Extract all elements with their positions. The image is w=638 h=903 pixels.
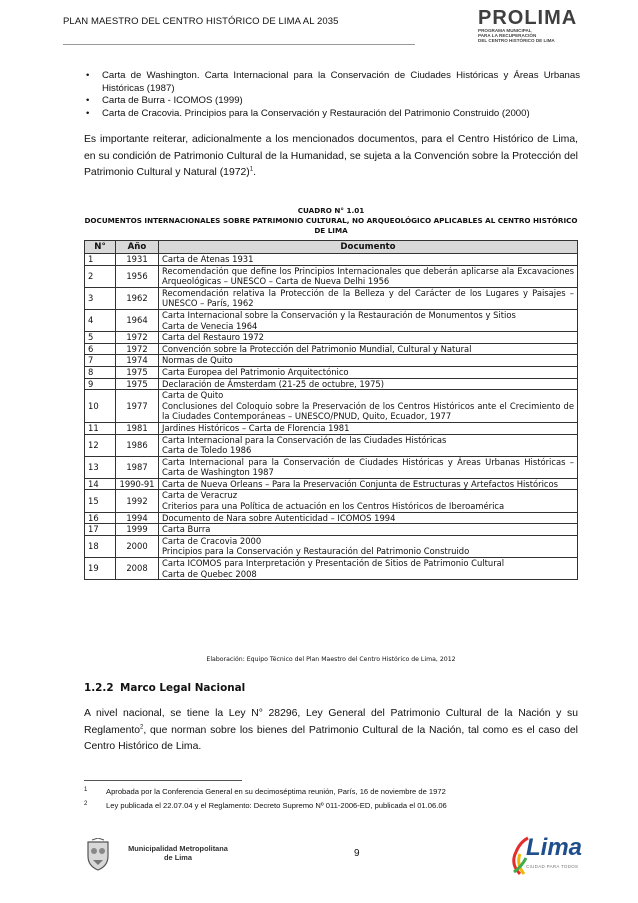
header-title: PLAN MAESTRO DEL CENTRO HISTÓRICO DE LIMA AL 2035 [63, 16, 339, 27]
footnote-ref: 2 [140, 724, 144, 731]
row-document [159, 535, 578, 557]
document-line: Jardines Históricos – Carta de Florencia 1981 [162, 422, 350, 433]
row-document [159, 332, 578, 344]
table-row [85, 558, 578, 580]
table-caption [84, 206, 578, 236]
table-row [85, 254, 578, 266]
row-document [159, 378, 578, 390]
row-document [159, 366, 578, 378]
row-year: 1994 [116, 512, 159, 524]
document-line: Carta del Restauro 1972 [162, 332, 264, 343]
document-line: Carta Internacional para la Conservación de Ciudades Históricas y Áreas Urbanas Históricas – Carta de Washington 1987 [162, 456, 574, 478]
footnote-text: Aprobada por la Conferencia General en su decimoséptima reunión, París, 16 de noviembre de 1972 [106, 787, 446, 796]
row-number: 16 [85, 512, 116, 524]
prolima-logo-sub-1: PROGRAMA MUNICIPAL [478, 28, 532, 33]
row-number: 1 [85, 254, 116, 266]
row-number: 5 [85, 332, 116, 344]
row-document [159, 490, 578, 512]
row-number: 8 [85, 366, 116, 378]
table-title: DOCUMENTOS INTERNACIONALES SOBRE PATRIMONIO CULTURAL, NO ARQUEOLÓGICO APLICABLES AL CENTRO HISTÓRICO DE LIMA [84, 216, 578, 235]
document-line: Conclusiones del Coloquio sobre la Preservación de los Centros Históricos ante el Crecimiento de la Ciudades Contemporáneas – UNESCO/PNUD, Quito, Ecuador, 1977 [162, 400, 574, 422]
row-number: 11 [85, 422, 116, 434]
document-line: Principios para la Conservación y Restauración del Patrimonio Construido [162, 546, 470, 557]
table-row [85, 309, 578, 331]
municipality-line-1: Municipalidad Metropolitana [128, 844, 228, 853]
row-number: 6 [85, 343, 116, 355]
row-document [159, 422, 578, 434]
footnote-rule [84, 780, 242, 781]
row-number: 15 [85, 490, 116, 512]
row-number: 14 [85, 478, 116, 490]
row-document [159, 456, 578, 478]
paragraph-convention [84, 132, 578, 182]
row-year: 1956 [116, 265, 159, 287]
row-document [159, 512, 578, 524]
row-document [159, 254, 578, 266]
document-line: Carta de Atenas 1931 [162, 254, 254, 264]
municipality-logo [84, 838, 254, 878]
document-line: Carta Internacional para la Conservación de las Ciudades Históricas [162, 434, 447, 445]
table-row [85, 524, 578, 536]
document-line: Carta de Toledo 1986 [162, 445, 252, 456]
row-number: 7 [85, 355, 116, 367]
row-document [159, 265, 578, 287]
row-number: 18 [85, 535, 116, 557]
document-line: Documento de Nara sobre Autenticidad – ICOMOS 1994 [162, 512, 396, 523]
prolima-logo [478, 8, 578, 44]
row-year: 1975 [116, 366, 159, 378]
row-year: 1962 [116, 287, 159, 309]
table-row [85, 422, 578, 434]
footnote-number: 1 [84, 787, 88, 793]
table-row [85, 512, 578, 524]
paragraph-legal [84, 706, 578, 756]
cuadro-number: CUADRO N° 1.01 [297, 206, 365, 215]
row-number: 17 [85, 524, 116, 536]
row-year: 1972 [116, 332, 159, 344]
document-line: Recomendación relativa la Protección de la Belleza y del Carácter de los Lugares y Paisajes – UNESCO – París, 1962 [162, 287, 574, 309]
prolima-logo-name: PROLIMA [478, 7, 578, 29]
row-number: 13 [85, 456, 116, 478]
row-year: 1974 [116, 355, 159, 367]
row-year: 1964 [116, 309, 159, 331]
document-line: Carta Europea del Patrimonio Arquitectónico [162, 366, 349, 377]
document-line: Carta Internacional sobre la Conservación y la Restauración de Monumentos y Sitios [162, 309, 516, 320]
document-line: Carta de Quito [162, 390, 224, 401]
prolima-logo-sub-3: DEL CENTRO HISTÓRICO DE LIMA [478, 38, 555, 44]
document-line: Carta de Quebec 2008 [162, 568, 257, 579]
documents-table [84, 240, 578, 580]
document-line: Carta ICOMOS para Interpretación y Presentación de Sitios de Patrimonio Cultural [162, 558, 505, 569]
row-document [159, 287, 578, 309]
table-row [85, 355, 578, 367]
paragraph-end: . [253, 167, 256, 178]
row-number: 12 [85, 434, 116, 456]
row-year: 1931 [116, 254, 159, 266]
column-header-document: Documento [159, 241, 578, 254]
row-year: 1977 [116, 390, 159, 423]
lima-logo-word: Lima [526, 834, 583, 861]
row-document [159, 343, 578, 355]
table-row [85, 390, 578, 423]
document-line: Carta de Cracovia 2000 [162, 535, 262, 546]
table-row [85, 478, 578, 490]
paragraph-text: A nivel nacional, se tiene la Ley N° 28296, Ley General del Patrimonio Cultural de la Nación y su Reglamento [84, 708, 578, 736]
table-header-row [85, 241, 578, 254]
row-year: 1972 [116, 343, 159, 355]
table-row [85, 366, 578, 378]
coat-of-arms-icon [84, 838, 112, 872]
prolima-logo-sub-2: PARA LA RECUPERACIÓN [478, 33, 537, 39]
row-document [159, 524, 578, 536]
table-row [85, 434, 578, 456]
row-number: 4 [85, 309, 116, 331]
row-year: 1987 [116, 456, 159, 478]
column-header-year: Año [116, 241, 159, 254]
document-line: Carta de Veracruz [162, 490, 238, 501]
bullet-list [84, 70, 580, 120]
table-row [85, 287, 578, 309]
table-row [85, 332, 578, 344]
table-row [85, 535, 578, 557]
municipality-name [118, 844, 238, 862]
row-year: 2000 [116, 535, 159, 557]
lima-logo [510, 832, 583, 882]
row-number: 10 [85, 390, 116, 423]
lima-logo-sub: CIUDAD PARA TODOS [526, 864, 579, 869]
page-number: 9 [354, 848, 360, 859]
paragraph-text: Es importante reiterar, adicionalmente a los mencionados documentos, para el Centro Histórico de Lima, en su condición de Patrimonio Cultural de la Humanidad, se sujeta a la Convención sobre la Protección del Patrimonio Cultural y Natural (1972) [84, 134, 578, 178]
row-document [159, 390, 578, 423]
list-item: • Carta de Burra - ICOMOS (1999) [84, 95, 580, 108]
row-number: 2 [85, 265, 116, 287]
table-row [85, 265, 578, 287]
table-row [85, 490, 578, 512]
row-document [159, 355, 578, 367]
list-item: • Carta de Cracovia. Principios para la Conservación y Restauración del Patrimonio Construido (2000) [84, 108, 580, 121]
table-credit: Elaboración: Equipo Técnico del Plan Maestro del Centro Histórico de Lima, 2012 [206, 656, 456, 663]
document-line: Normas de Quito [162, 355, 233, 366]
row-year: 1975 [116, 378, 159, 390]
row-year: 2008 [116, 558, 159, 580]
row-number: 19 [85, 558, 116, 580]
footnote-ref: 1 [249, 166, 254, 173]
paragraph-text-end: , que norman sobre los bienes del Patrimonio Cultural de la Nación, tal como es el caso del Centro Histórico de Lima. [84, 724, 578, 752]
document-line: Carta de Venecia 1964 [162, 320, 258, 331]
section-number: 1.2.2 [84, 682, 114, 694]
document-line: Convención sobre la Protección del Patrimonio Mundial, Cultural y Natural [162, 343, 472, 354]
row-document [159, 478, 578, 490]
document-line: Declaración de Ámsterdam (21-25 de octubre, 1975) [162, 378, 384, 389]
row-number: 3 [85, 287, 116, 309]
row-document [159, 309, 578, 331]
column-header-number: N° [85, 241, 116, 254]
list-item: • Carta de Washington. Carta Internacional para la Conservación de Ciudades Históricas y Áreas Urbanas Históricas (1987) [84, 70, 580, 95]
document-line: Carta de Nueva Orleans – Para la Preservación Conjunta de Estructuras y Artefactos Históricos [162, 478, 559, 489]
footnote-text: Ley publicada el 22.07.04 y el Reglamento: Decreto Supremo Nº 011-2006-ED, publicada el 01.06.06 [106, 801, 447, 810]
row-document [159, 558, 578, 580]
row-year: 1992 [116, 490, 159, 512]
row-number: 9 [85, 378, 116, 390]
row-document [159, 434, 578, 456]
row-year: 1986 [116, 434, 159, 456]
row-year: 1981 [116, 422, 159, 434]
document-line: Criterios para una Política de actuación en los Centros Históricos de Iberoamérica [162, 501, 505, 512]
table-row [85, 343, 578, 355]
section-title: Marco Legal Nacional [120, 682, 246, 694]
row-year: 1990-91 [116, 478, 159, 490]
document-line: Recomendación que define los Principios Internacionales que deberán aplicarse ala Excavaciones Arqueológicas – UNESCO – Carta de Nueva Delhi 1956 [162, 265, 574, 287]
row-year: 1999 [116, 524, 159, 536]
document-line: Carta Burra [162, 524, 211, 535]
header-rule [63, 44, 415, 45]
table-row [85, 378, 578, 390]
table-row [85, 456, 578, 478]
footnote-number: 2 [84, 801, 88, 807]
municipality-line-2: de Lima [164, 853, 192, 862]
section-heading [84, 682, 245, 694]
